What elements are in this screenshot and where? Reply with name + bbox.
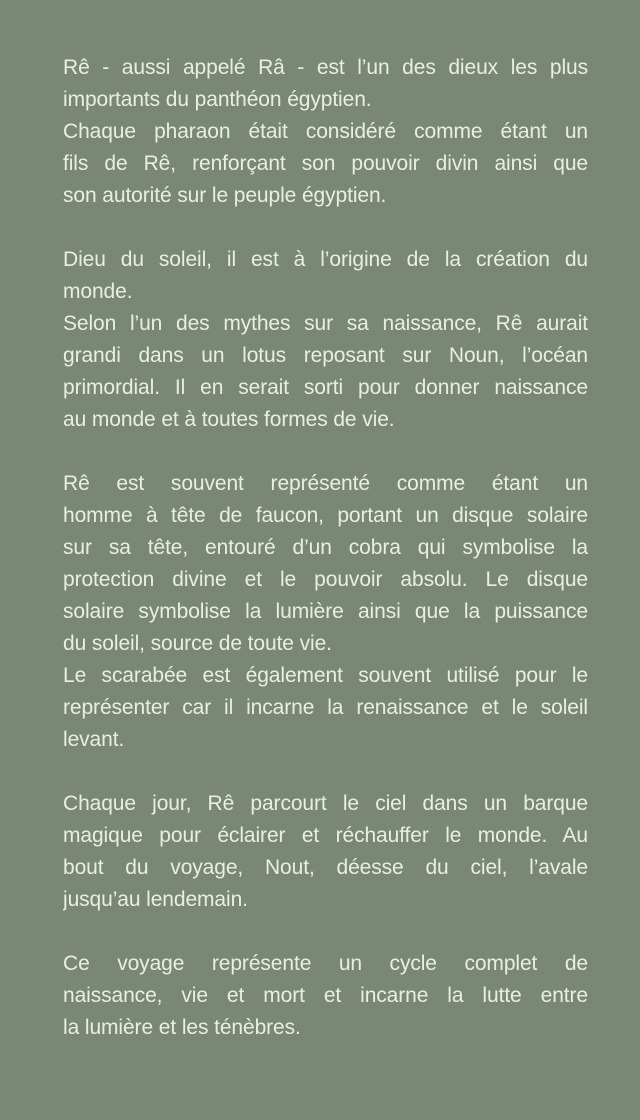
text-line: Rê - aussi appelé Râ - est l’un des dieux les plus xyxy=(63,56,588,79)
text-line: importants du panthéon égyptien. xyxy=(63,88,372,111)
text-line: fils de Rê, renforçant son pouvoir divin ainsi que xyxy=(63,152,588,175)
text-line: monde. xyxy=(63,280,133,303)
text-line: au monde et à toutes formes de vie. xyxy=(63,408,395,431)
text-block xyxy=(63,244,588,436)
text-line: levant. xyxy=(63,728,125,751)
text-line: jusqu’au lendemain. xyxy=(63,888,248,911)
text-line: Selon l’un des mythes sur sa naissance, Rê aurait xyxy=(63,312,588,335)
text-line: primordial. Il en serait sorti pour donner naissance xyxy=(63,376,588,399)
text-block xyxy=(63,788,588,916)
text-line: son autorité sur le peuple égyptien. xyxy=(63,184,387,207)
text-line: homme à tête de faucon, portant un disque solaire xyxy=(63,504,588,527)
text-line: magique pour éclairer et réchauffer le monde. Au xyxy=(63,824,588,847)
text-line: naissance, vie et mort et incarne la lutte entre xyxy=(63,984,588,1007)
text-block xyxy=(63,948,588,1044)
article xyxy=(63,52,588,1044)
text-line: Rê est souvent représenté comme étant un xyxy=(63,472,588,495)
text-block xyxy=(63,468,588,756)
text-line: bout du voyage, Nout, déesse du ciel, l’avale xyxy=(63,856,588,879)
text-line: grandi dans un lotus reposant sur Noun, l’océan xyxy=(63,344,588,367)
text-line: Le scarabée est également souvent utilisé pour le xyxy=(63,664,588,687)
text-line: représenter car il incarne la renaissance et le soleil xyxy=(63,696,588,719)
text-line: du soleil, source de toute vie. xyxy=(63,632,332,655)
text-line: protection divine et le pouvoir absolu. Le disque xyxy=(63,568,588,591)
text-line: Ce voyage représente un cycle complet de xyxy=(63,952,588,975)
text-line: Dieu du soleil, il est à l’origine de la création du xyxy=(63,248,588,271)
text-line: Chaque jour, Rê parcourt le ciel dans un barque xyxy=(63,792,588,815)
text-line: solaire symbolise la lumière ainsi que la puissance xyxy=(63,600,588,623)
text-line: la lumière et les ténèbres. xyxy=(63,1016,301,1039)
text-block xyxy=(63,52,588,212)
text-line: Chaque pharaon était considéré comme étant un xyxy=(63,120,588,143)
text-line: sur sa tête, entouré d’un cobra qui symbolise la xyxy=(63,536,588,559)
